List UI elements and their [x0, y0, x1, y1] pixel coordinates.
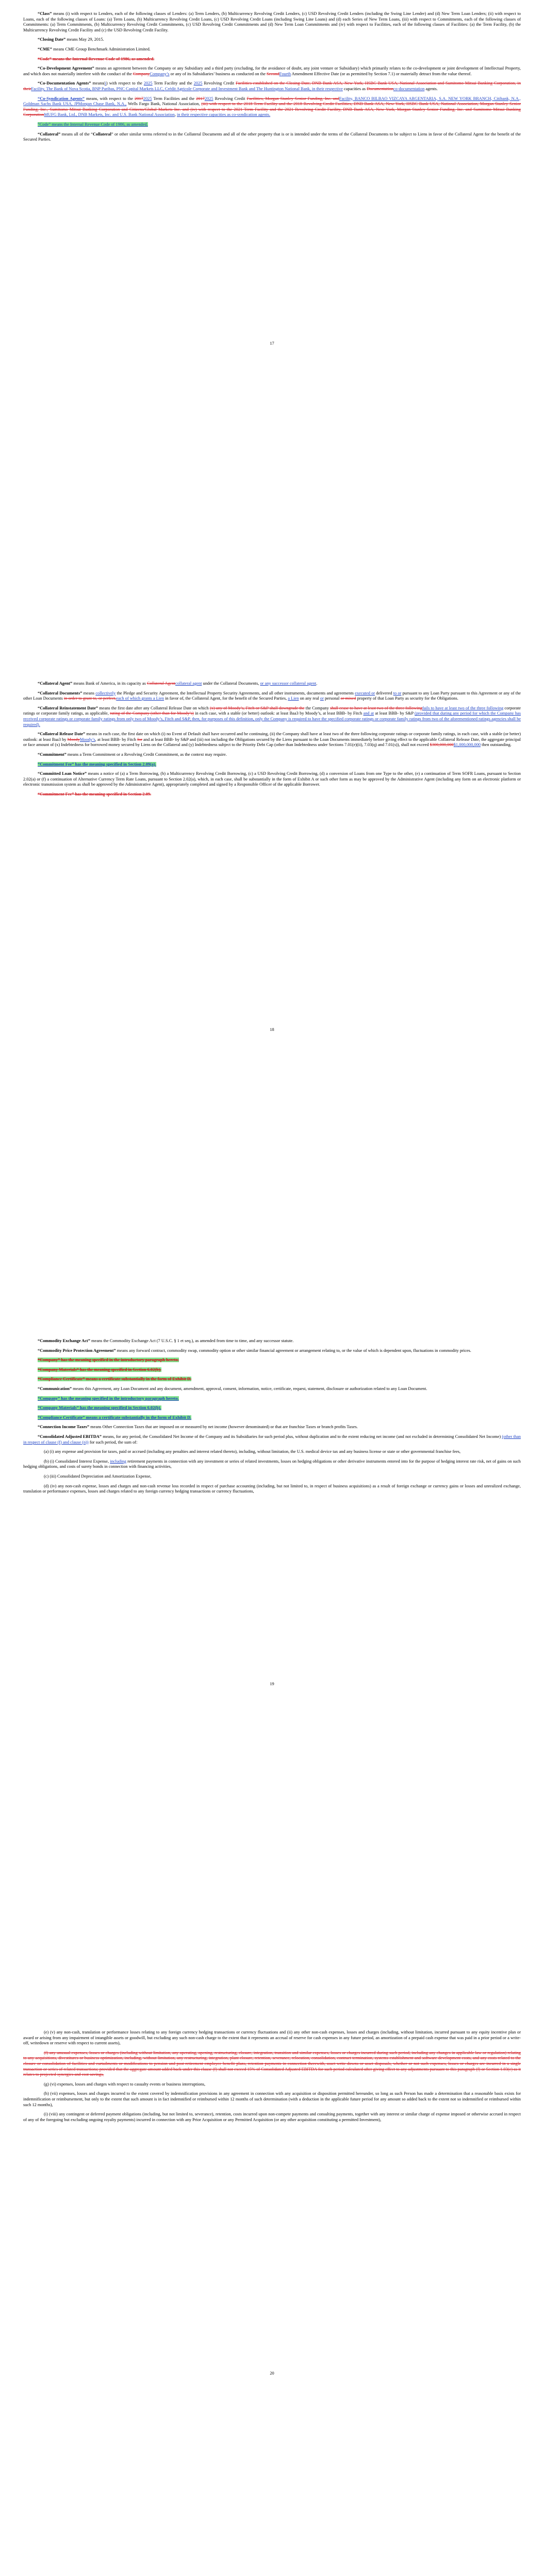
definition-collateral-reinstatement-date: “Collateral Reinstatement Date” means the first date after any Collateral Release Date on which (x) any of Moody’s, Fitch or S&P shall downgrade the the Company shall cease to have at least two of the three followingfails to have at least two of the three following corporate ratings or corporate family ratings, as applicable, rating of the Company (other than for Moody’s) in each case, with a stable (or better) outlook: at least Baa3 by Moody’s, at least BBB- by Fitch and at at least BBB- by S&P (provided that during any period for which the Company has received corporate ratings or corporate family ratings from only two of Moody’s, Fitch and S&P, then, for purposes of this definition, only the Company is required to have the specified corporate ratings or corporate family ratings from two of the aforementioned ratings agencies shall be required).: [23, 705, 521, 727]
page-number: 20: [270, 2371, 274, 2376]
definition-class: “Class” means (i) with respect to Lenders, each of the following classes of Lenders: (a) Term Lenders, (b) Multicurrency Revolving Credit Lenders, (c) USD Revolving Credit Lenders (including the Swing Line Lender) and (d) New Term Loan Lenders; (ii) with respect to Loans, each of the following classes of Loans: (a) Term Loans, (b) Multicurrency Revolving Credit Loans, (c) USD Revolving Credit Loans (including Swing Line Loans) and (d) each Series of New Term Loans, (iii) with respect to Commitments, each of the following classes of Commitments: (a) Term Commitments, (b) Multicurrency Revolving Credit Commitments, (c) USD Revolving Credit Commitments and (d) New Term Loan Commitments and (iv) with respect to Facilities, each of the following classes of Facilities: (a) the Term Facility, (b) the Multicurrency Revolving Credit Facility and (c) the USD Revolving Credit Facility.: [23, 11, 521, 32]
ebitda-clause-b: (b) (i) Consolidated Interest Expense, including retirement payments in connection with any investment or series of related investments, losses on hedging obligations or other derivative instruments entered into for the purpose of hedging interest rate risk, net of gains on such hedging obligations, and costs of surety bonds in connection with financing activities,: [23, 1459, 521, 1469]
page-number: 18: [270, 1027, 274, 1032]
definition-commodity-price-protection: “Commodity Price Protection Agreement” means any forward contract, commodity swap, commodity option or other similar financial agreement or arrangement relating to, or the value of which is dependent upon, fluctuations in commodity prices.: [38, 1348, 471, 1353]
definition-collateral-agent: “Collateral Agent” means Bank of America, in its capacity as Collateral Agentcollateral agent under the Collateral Documents, or any successor collateral agent.: [38, 681, 318, 686]
definition-compliance-certificate-deleted: “Compliance Certificate” means a certificate substantially in the form of Exhibit D.: [38, 1377, 192, 1382]
page-number: 17: [270, 341, 274, 346]
ebitda-clause-c: (c) (iii) Consolidated Depreciation and Amortization Expense,: [44, 1473, 152, 1479]
page-17: [0, 11, 544, 147]
definition-code-inserted: “Code” means the Internal Revenue Code of 1986, as amended.: [38, 122, 148, 127]
page-number: 19: [270, 1682, 274, 1686]
definition-closing-date: “Closing Date” means May 29, 2015.: [38, 37, 104, 42]
definition-company-deleted: “Company” has the meaning specified in the introductory paragraph hereto.: [38, 1358, 179, 1363]
ebitda-clause-f-deleted: (f) any unusual expenses, losses or charges (including without limitation, any operating, opening, restructuring, closure, integration, transition and similar expenses, losses or charges incurred during such period, including any changes in applicable law or regulation) relating to any acquisitions, divestitures or business optimization, including, without limitation, any restructuring, integration, plant closure, retention, severance, relocation, consolidation, contract termination, systems establishment and software development costs, and any costs related to the closure or consolidation of facilities and curtailments or modifications to pension and post-retirement employee benefit plans, retention payments in connection therewith, asset write-downs or asset disposals, whether or not such expenses, losses or charges are incurred in a single transaction or series of related transactions; provided that the aggregate amount added back under this clause (f) shall not exceed 15% of Consolidated Adjusted EBITDA for such period calculated after giving effect to any adjustments pursuant to this paragraph (f) or Section 1.03(c) as it relates to projected synergies and cost savings,: [23, 2050, 521, 2077]
ebitda-clause-g: (g) (vi) expenses, losses and charges with respect to casualty events or business interruptions,: [44, 2081, 206, 2087]
definition-co-documentation-agents: “Co-Documentation Agents” means(i) with respect to the 2025 Term Facility and the 2025 Revolving Credit Facilities established on the Closing Date, DNB Bank ASA, New York, HSBC Bank USA, National Association and Sumitomo Mitsui Banking Corporation, in theirFacility, The Bank of Nova Scotia, BNP Paribas, PNC Capital Markets LLC, Crédit Agricole Corporate and Investment Bank and The Huntington National Bank, in their respective capacities as Documentationco-documentation agents.: [23, 81, 521, 91]
definition-consolidated-adjusted-ebitda: “Consolidated Adjusted EBITDA” means, for any period, the Consolidated Net Income of the Company and its Subsidiaries for such period plus, without duplication and to the extent reducing net income (and not excluded in determining Consolidated Net Income) (other than in respect of clause (f) and clause (n)) for such period, the sum of:: [23, 1434, 521, 1445]
ebitda-clause-a: (a) (i) any expense and provision for taxes, paid or accrued (including any penalties and interest related thereto), including, without limitation, the U.S. medical device tax and any business license or state or other governmental franchise fees,: [44, 1449, 461, 1454]
definition-co-syndication-agents: “Co-Syndication Agents” means, with respect to the 20172025 Term Facilities and the 20172025 Revolving Credit Facilities, Morgan Stanley Senior Funding, Inc. andFacility, BANCO BILBAO VIZCAYA ARGENTARIA, S.A. NEW YORK BRANCH, Citibank, N.A., Goldman Sachs Bank USA, JPMorgan Chase Bank, N.A., Wells Fargo Bank, National Association, (iii) with respect to the 2018 Term Facility and the 2018 Revolving Credit Facilities, DNB Bank ASA, New York, HSBC Bank USA, National Association, Morgan Stanley Senior Funding, Inc., Sumitomo Mitsui Banking Corporation and Citizens/Global Markets Inc. and (iv) with respect to the 2021 Term Facility and the 2021 Revolving Credit Facility, DNB Bank ASA, New York, Morgan Stanley Senior Funding, Inc. and Sumitomo Mitsui Banking CorporationMUFG Bank, Ltd., DNB Markets, Inc. and U.S. Bank National Association, in their respective capacities as co-syndication agents.: [23, 96, 521, 117]
page-19: [0, 1338, 544, 1499]
definition-compliance-certificate-inserted: “Compliance Certificate” means a certificate substantially in the form of Exhibit D.: [38, 1415, 192, 1420]
definition-collateral: “Collateral” means all of the “Collateral” or other similar terms referred to in the Collateral Documents and all of the other property that is or is intended under the terms of the Collateral Documents to be subject to Liens in favor of the Collateral Agent for the benefit of the Secured Parties.: [23, 131, 521, 142]
definition-connection-income-taxes: “Connection Income Taxes” means Other Connection Taxes that are imposed on or measured by net income (however denominated) or that are franchise Taxes or branch profits Taxes.: [38, 1425, 358, 1430]
page-20: [0, 2030, 544, 2127]
ebitda-clause-e: (e) (v) any non-cash, translation or performance losses relating to any foreign currency hedging transactions or currency fluctuations and (ii) any other non-cash expenses, losses and charges (including, without limitation, incurred pursuant to any equity incentive plan or award or arising from any impairment of intangible assets or goodwill, but excluding any such non-cash charge to the extent that it represents an accrual of reserve for cash expenses in any future period, an amortization of a prepaid cash expense that was paid in a prior period or a write-off, writedown or reserve with respect to current assets),: [23, 2030, 521, 2046]
definition-company-materials-inserted: “Company Materials” has the meaning specified in Section 6.02(b).: [38, 1405, 161, 1411]
definition-commitment: “Commitment” means a Term Commitment or a Revolving Credit Commitment, as the context may require.: [38, 752, 227, 757]
definition-commitment-fee-inserted: “Commitment Fee” has the meaning specified in Section 2.09(a).: [38, 761, 156, 767]
definition-commodity-exchange-act: “Commodity Exchange Act” means the Commodity Exchange Act (7 U.S.C. § 1 et seq.), as amended from time to time, and any successor statute.: [38, 1338, 294, 1343]
definition-company-inserted: “Company” has the meaning specified in the introductory paragraph hereto.: [38, 1396, 179, 1401]
definition-collateral-documents: “Collateral Documents” means collectively the Pledge and Security Agreement, the Intellectual Property Security Agreements, and all other instruments, documents and agreements executed or delivered to or pursuant to any Loan Party pursuant to this Agreement or any of the other Loan Documents in order to grant to, or perfect,each of which grants a Lien in favor of, the Collateral Agent, for the benefit of the Secured Parties, a Lien on any real or personal or mixed property of that Loan Party as security for the Obligations.: [23, 690, 521, 701]
definition-commitment-fee-deleted: “Commitment Fee” has the meaning specified in Section 2.09.: [38, 791, 152, 796]
definition-code-deleted: “Code” means the Internal Revenue Code of 1986, as amended.: [38, 56, 155, 61]
definition-company-materials-deleted: “Company Materials” has the meaning specified in Section 6.02(b).: [38, 1367, 161, 1372]
definition-cme: “CME” means CME Group Benchmark Administration Limited.: [38, 46, 151, 52]
definition-committed-loan-notice: “Committed Loan Notice” means a notice of (a) a Term Borrowing, (b) a Multicurrency Revolving Credit Borrowing, (c) a USD Revolving Credit Borrowing, (d) a conversion of Loans from one Type to the other, (e) a continuation of Term SOFR Loans, pursuant to Section 2.02(a) or (f) a continuation of Alternative Currency Term Rate Loans, pursuant to Section 2.02(a), which, in each case, shall be substantially in the form of Exhibit A or such other form as may be approved by the Administrative Agent (including any form on an electronic platform or electronic transmission system as shall be approved by the Administrative Agent), appropriately completed and signed by a Responsible Officer of the applicable Borrower.: [23, 771, 521, 787]
definition-communication: “Communication” means this Agreement, any Loan Document and any document, amendment, approval, consent, information, notice, certificate, request, statement, disclosure or authorization related to any Loan Document.: [38, 1386, 427, 1391]
page-18: [0, 681, 544, 802]
definition-co-development-agreement: “Co-Development Agreement” means an agreement between the Company or any Subsidiary and a third party (excluding, for the avoidance of doubt, any joint venture or Subsidiary) which primarily relates to the co-development or joint development of Intellectual Property, and which does not materially interfere with the conduct of the CompanyCompany’s or any of its Subsidiaries’ business as conducted on the SecondFourth Amendment Effective Date (or as permitted by Section 7.1) or materially detract from the value thereof.: [23, 66, 521, 76]
ebitda-clause-h: (h) (vii) expenses, losses and charges incurred to the extent covered by indemnification provisions in any agreement in connection with any acquisition or disposition permitted hereunder, so long as such Person has made a determination that a reasonable basis exists for indemnification or reimbursement, but only to the extent that such amount is in fact indemnified or reimbursed within 12 months of such determination (with a deduction in the applicable future period for any amount so added back to the extent not so indemnified or reimbursed within such 12 months),: [23, 2091, 521, 2107]
ebitda-clause-d: (d) (iv) any non-cash expense, losses and charges and non-cash revenue loss recorded in respect of purchase accounting (including, but not limited to, in respect of business acquisitions) as a result of foreign exchange or currency gains or losses and unrealized exchange, translation or performance expenses, losses and charges related to any foreign currency hedging transactions or currency fluctuations,: [23, 1483, 521, 1494]
definition-collateral-release-date: “Collateral Release Date” means in each case, the first date on which (i) no Event of Default shall have occurred and be continuing, (ii) the Company shall have at least two of the three following corporate ratings or corporate family ratings, in each case, with a stable (or better) outlook: at least Baa3 by MoodyMoody’s, at least BBB- by Fitch for and at least BBB- by S&P and (iii) not including the Obligations secured by the Liens pursuant to the Loan Documents immediately before giving effect to the applicable Collateral Release Date, the aggregate principal or face amount of (x) Indebtedness for borrowed money secured by Liens on the Collateral and (y) Indebtedness subject to the Priority Debt Cap (other than Indebtedness under Sections 7.01(e)(ii), 7.03(q) and 7.01(s)), shall not exceed $300,000,000$1,000,000,000 then outstanding.: [23, 732, 521, 748]
ebitda-clause-i: (i) (viii) any contingent or deferred payment obligations (including, but not limited to, severance), retention, costs incurred upon non-compete payments and consulting payments, together with any interest or similar charge of expense imposed or otherwise accrued in respect of any of the foregoing but excluding ongoing royalty payments) incurred in connection with any Prior Acquisition or any Permitted Acquisition (or any other acquisition constituting a permitted Investment),: [23, 2112, 521, 2122]
